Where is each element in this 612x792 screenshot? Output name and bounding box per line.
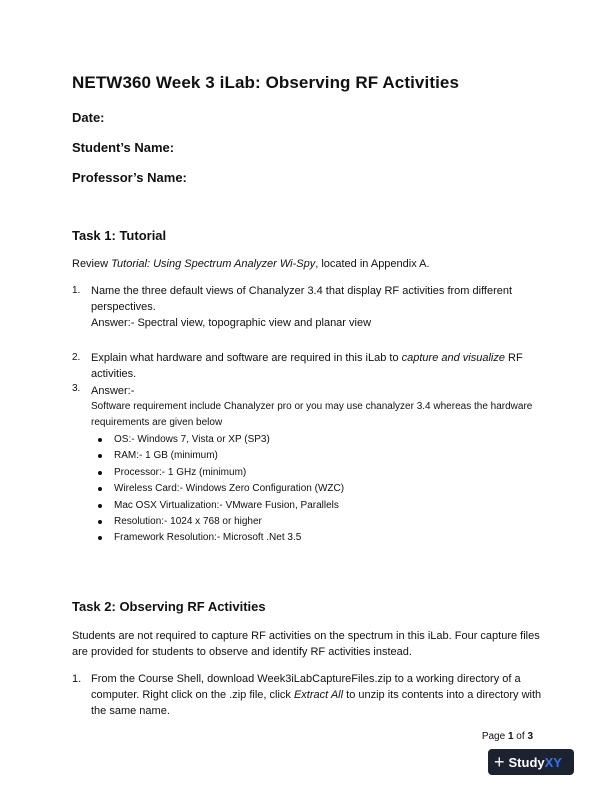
step-1-text — [91, 671, 542, 719]
question-2 — [72, 350, 542, 382]
question-1-answer: Answer:- Spectral view, topographic view and planar view — [91, 317, 372, 329]
professor-name-label: Professor’s Name: — [72, 170, 187, 185]
review-text-italic: Tutorial: Using Spectrum Analyzer Wi-Spy — [111, 258, 316, 270]
list-item: Mac OSX Virtualization:- VMware Fusion, Parallels — [91, 498, 542, 514]
document-title: NETW360 Week 3 iLab: Observing RF Activities — [72, 73, 460, 92]
page-total: 3 — [527, 731, 533, 742]
step-1-text-italic: Extract All — [293, 689, 344, 701]
question-2-text-italic: capture and visualize — [401, 352, 505, 364]
step-1-text-pre: From the Course Shell, download Week3iLabCaptureFiles.zip to a working directory of a computer. Right click on the .zip file, click — [91, 673, 521, 701]
hardware-requirements-list — [91, 432, 542, 547]
page-current: 1 — [507, 731, 514, 742]
question-2-text-post: RF activities. — [91, 352, 523, 380]
date-label: Date: — [72, 110, 105, 125]
question-1-number: 1. — [72, 285, 81, 296]
logo-study: Study — [508, 754, 545, 770]
task1-review-line — [72, 256, 542, 272]
question-2-number: 2. — [72, 352, 81, 363]
question-3-intro: Software requirement include Chanalyzer pro or you may use chanalyzer 3.4 whereas the hardware requirements are given below — [91, 401, 533, 428]
page-label: Page — [481, 731, 508, 742]
list-item: Processor:- 1 GHz (minimum) — [91, 465, 542, 481]
step-1-number: 1. — [72, 673, 82, 685]
list-item: Resolution:- 1024 x 768 or higher — [91, 514, 542, 530]
question-3-answer-label: Answer:- — [91, 385, 135, 397]
logo-text — [509, 755, 562, 770]
list-item: Wireless Card:- Windows Zero Configuration (WZC) — [91, 481, 542, 497]
page-number — [482, 731, 533, 742]
page-of: of — [513, 731, 528, 742]
step-1-text-post: to unzip its contents into a directory with the same name. — [91, 689, 542, 717]
task1-heading: Task 1: Tutorial — [72, 228, 167, 243]
task2-intro: Students are not required to capture RF activities on the spectrum in this iLab. Four capture files are provided for students to observe and identify RF activities instead. — [72, 630, 540, 658]
task2-heading: Task 2: Observing RF Activities — [72, 599, 266, 614]
question-2-text-pre: Explain what hardware and software are required in this iLab to — [91, 352, 402, 364]
plus-icon: + — [494, 752, 505, 772]
review-text-pre: Review — [72, 258, 112, 270]
question-1 — [72, 283, 542, 331]
list-item: Framework Resolution:- Microsoft .Net 3.5 — [91, 530, 542, 546]
question-2-text — [91, 350, 542, 382]
student-name-label: Student’s Name: — [72, 140, 175, 155]
list-item: OS:- Windows 7, Vista or XP (SP3) — [91, 432, 542, 448]
question-3-number: 3. — [72, 383, 81, 394]
review-text-post: , located in Appendix A. — [315, 258, 430, 270]
studyxy-logo — [488, 749, 574, 775]
question-1-text: Name the three default views of Chanalyzer 3.4 that display RF activities from different perspectives. — [91, 285, 513, 313]
list-item: RAM:- 1 GB (minimum) — [91, 448, 542, 464]
question-3 — [72, 383, 542, 547]
task2-step-1 — [72, 671, 542, 719]
logo-xy: XY — [544, 754, 562, 770]
